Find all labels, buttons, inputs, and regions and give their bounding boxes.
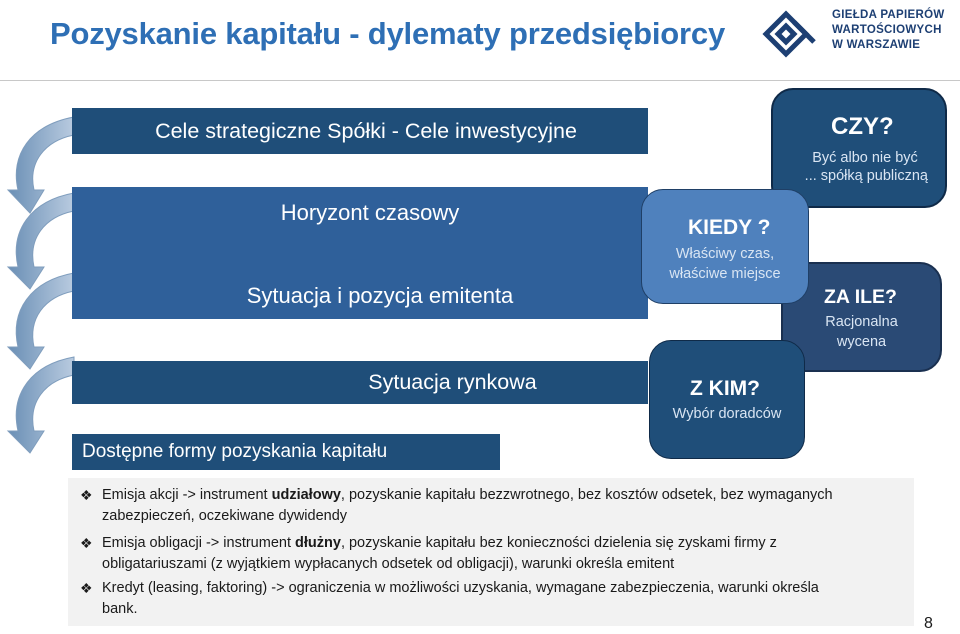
bar-time-horizon: Horyzont czasowy (280, 200, 460, 225)
logo-line-2: WARTOŚCIOWYCH (832, 24, 942, 36)
bubble-za-ile-text (781, 312, 942, 352)
list-item-text: Kredyt (leasing, faktoring) -> ograniczenia w możliwości uzyskania, wymagane zabezpieczenia, warunki określa (102, 580, 819, 596)
bar-issuer-position: Sytuacja i pozycja emitenta (246, 283, 514, 308)
title-divider (0, 80, 960, 81)
bubble-kiedy-question: KIEDY ? (688, 216, 771, 239)
list-item-bold: udziałowy (271, 487, 341, 503)
bubble-czy-question: CZY? (831, 113, 894, 140)
bubble-za-ile-line-1: Racjonalna (825, 314, 898, 330)
list-item-text: , pozyskanie kapitału bez konieczności dzielenia się zyskami firmy z (340, 535, 777, 551)
bubble-z-kim-text: Wybór doradców (672, 406, 782, 422)
bubble-kiedy-text (641, 244, 809, 284)
list-item-text: Emisja obligacji -> instrument (102, 535, 296, 551)
slide-title: Pozyskanie kapitału - dylematy przedsiębiorcy (50, 16, 725, 51)
bubble-czy-line-1: Być albo nie być (812, 150, 918, 166)
list-item-text: , pozyskanie kapitału bezzwrotnego, bez kosztów odsetek, bez wymaganych (340, 487, 833, 503)
bar-strategic-goals: Cele strategiczne Spółki - Cele inwestycyjne (72, 108, 648, 154)
bubble-z-kim-question: Z KIM? (690, 377, 760, 400)
cycle-arrows-icon (0, 95, 80, 467)
bar-capital-forms: Dostępne formy pozyskania kapitału (72, 434, 500, 470)
gpw-logo-text (832, 8, 944, 53)
bubble-za-ile-line-2: wycena (836, 334, 887, 350)
logo-line-1: GIEŁDA PAPIERÓW (832, 9, 945, 21)
bubble-kiedy-line-2: właściwe miejsce (669, 266, 781, 282)
bubble-czy-line-2: ... spółką publiczną (804, 168, 928, 184)
list-item-text: Emisja akcji -> instrument (102, 487, 272, 503)
bar-market-situation: Sytuacja rynkowa (72, 361, 648, 404)
diamond-bullet-icon: ❖ (80, 487, 93, 503)
bubble-kiedy-line-1: Właściwy czas, (675, 246, 775, 262)
list-item-bold: dłużny (295, 535, 341, 551)
bubble-za-ile-question: ZA ILE? (824, 286, 897, 308)
logo-line-3: W WARSZAWIE (832, 39, 921, 51)
diamond-bullet-icon: ❖ (80, 580, 93, 596)
page-number: 8 (924, 615, 933, 632)
diamond-bullet-icon: ❖ (80, 535, 93, 551)
